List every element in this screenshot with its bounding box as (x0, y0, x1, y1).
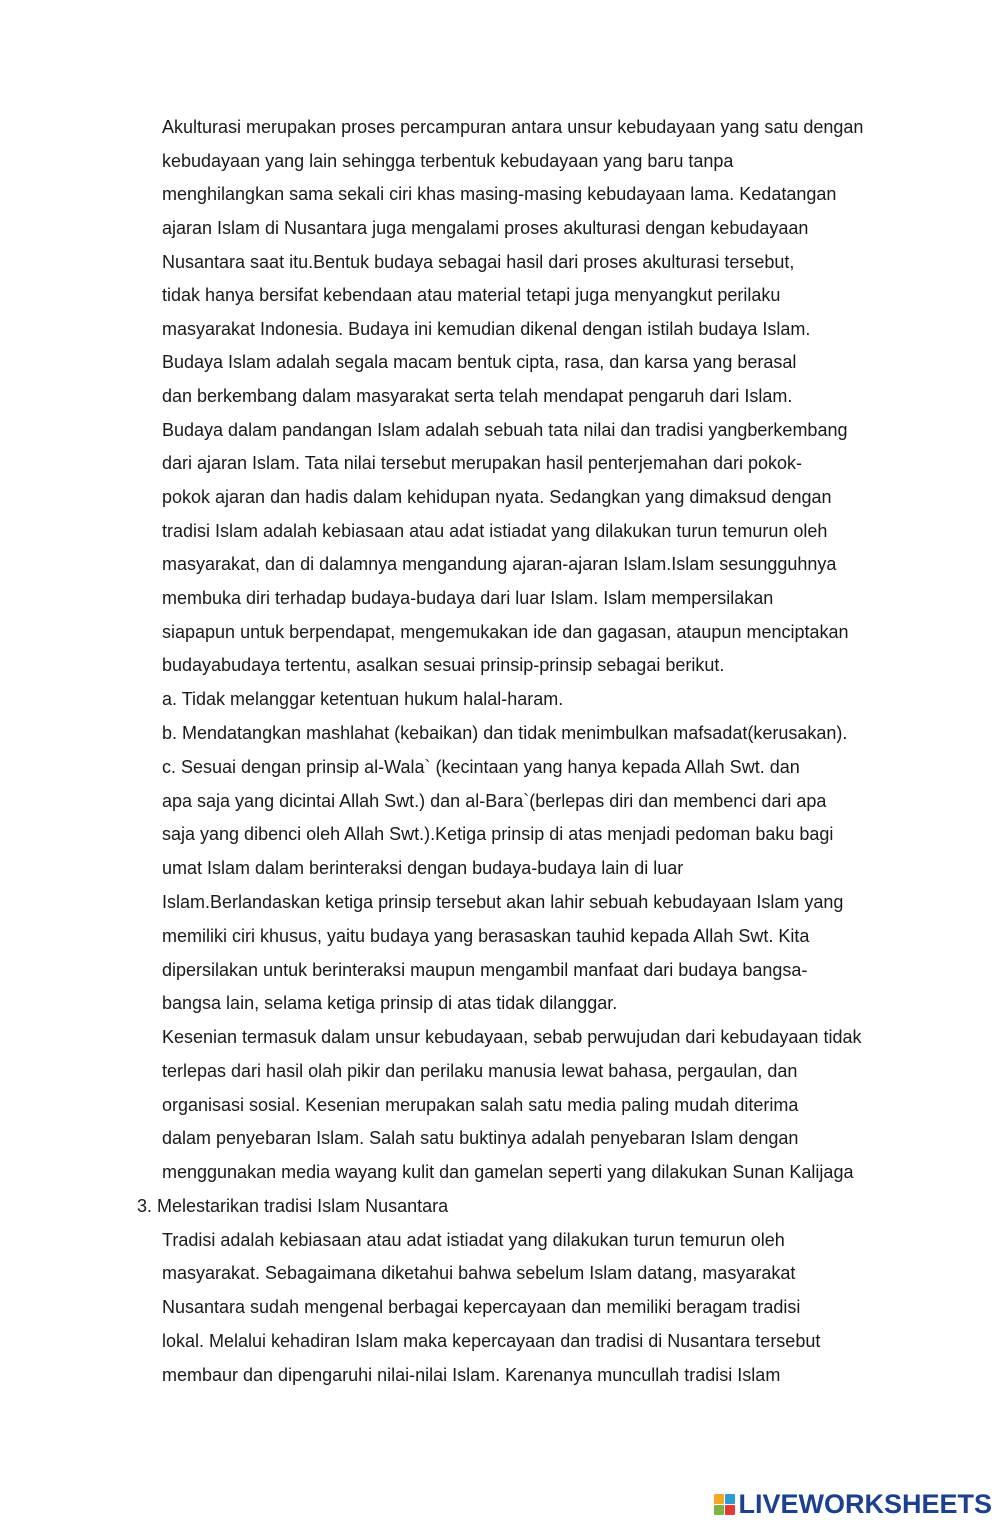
text-line: apa saja yang dicintai Allah Swt.) dan al-Bara`(berlepas diri dan membenci dari apa (162, 791, 827, 811)
text-line: pokok ajaran dan hadis dalam kehidupan nyata. Sedangkan yang dimaksud dengan (162, 487, 832, 507)
text-line: Budaya Islam adalah segala macam bentuk cipta, rasa, dan karsa yang berasal (162, 352, 797, 372)
text-line: menghilangkan sama sekali ciri khas masing-masing kebudayaan lama. Kedatangan (162, 184, 837, 204)
text-line: memiliki ciri khusus, yaitu budaya yang berasaskan tauhid kepada Allah Swt. Kita (162, 926, 810, 946)
text-line: masyarakat. Sebagaimana diketahui bahwa sebelum Islam datang, masyarakat (162, 1263, 796, 1283)
text-line: umat Islam dalam berinteraksi dengan budaya-budaya lain di luar (162, 858, 684, 878)
text-line: dalam penyebaran Islam. Salah satu buktinya adalah penyebaran Islam dengan (162, 1128, 799, 1148)
text-line: dan berkembang dalam masyarakat serta telah mendapat pengaruh dari Islam. (162, 386, 793, 406)
text-line: menggunakan media wayang kulit dan gamelan seperti yang dilakukan Sunan Kalijaga (162, 1162, 854, 1182)
logo-tiles-icon (714, 1494, 735, 1515)
text-line: budayabudaya tertentu, asalkan sesuai prinsip-prinsip sebagai berikut. (162, 655, 725, 675)
text-line: bangsa lain, selama ketiga prinsip di atas tidak dilanggar. (162, 993, 618, 1013)
text-line: saja yang dibenci oleh Allah Swt.).Ketiga prinsip di atas menjadi pedoman baku bagi (162, 824, 834, 844)
text-line: ajaran Islam di Nusantara juga mengalami proses akulturasi dengan kebudayaan (162, 218, 809, 238)
text-line: dipersilakan untuk berinteraksi maupun mengambil manfaat dari budaya bangsa- (162, 960, 808, 980)
text-line: tidak hanya bersifat kebendaan atau material tetapi juga menyangkut perilaku (162, 285, 781, 305)
text-line: membaur dan dipengaruhi nilai-nilai Islam. Karenanya muncullah tradisi Islam (162, 1365, 781, 1385)
logo-tile (714, 1505, 724, 1515)
text-line: Nusantara sudah mengenal berbagai kepercayaan dan memiliki beragam tradisi (162, 1297, 801, 1317)
text-line: siapapun untuk berpendapat, mengemukakan ide dan gagasan, ataupun menciptakan (162, 622, 849, 642)
logo-tile (714, 1494, 724, 1504)
text-line: masyarakat Indonesia. Budaya ini kemudian dikenal dengan istilah budaya Islam. (162, 319, 811, 339)
text-line: Islam.Berlandaskan ketiga prinsip tersebut akan lahir sebuah kebudayaan Islam yang (162, 892, 844, 912)
text-line: lokal. Melalui kehadiran Islam maka kepercayaan dan tradisi di Nusantara tersebut (162, 1331, 821, 1351)
logo-tile (725, 1505, 735, 1515)
list-item: c. Sesuai dengan prinsip al-Wala` (kecintaan yang hanya kepada Allah Swt. dan (162, 757, 800, 777)
text-line: Kesenian termasuk dalam unsur kebudayaan, sebab perwujudan dari kebudayaan tidak (162, 1027, 862, 1047)
text-line: organisasi sosial. Kesenian merupakan salah satu media paling mudah diterima (162, 1095, 799, 1115)
text-line: Tradisi adalah kebiasaan atau adat istiadat yang dilakukan turun temurun oleh (162, 1230, 785, 1250)
brand-name: LIVEWORKSHEETS (738, 1488, 992, 1519)
text-line: dari ajaran Islam. Tata nilai tersebut merupakan hasil penterjemahan dari pokok- (162, 453, 803, 473)
text-line: membuka diri terhadap budaya-budaya dari luar Islam. Islam mempersilakan (162, 588, 774, 608)
text-line: kebudayaan yang lain sehingga terbentuk kebudayaan yang baru tanpa (162, 151, 734, 171)
text-line: tradisi Islam adalah kebiasaan atau adat istiadat yang dilakukan turun temurun oleh (162, 521, 828, 541)
list-item: b. Mendatangkan mashlahat (kebaikan) dan tidak menimbulkan mafsadat(kerusakan). (162, 723, 848, 743)
logo-tile (725, 1494, 735, 1504)
text-line: Budaya dalam pandangan Islam adalah sebuah tata nilai dan tradisi yangberkembang (162, 420, 848, 440)
section-heading: 3. Melestarikan tradisi Islam Nusantara (137, 1196, 449, 1216)
text-line: Nusantara saat itu.Bentuk budaya sebagai hasil dari proses akulturasi tersebut, (162, 252, 795, 272)
text-line: Akulturasi merupakan proses percampuran antara unsur kebudayaan yang satu dengan (162, 117, 864, 137)
liveworksheets-logo[interactable] (714, 1488, 992, 1520)
text-line: terlepas dari hasil olah pikir dan perilaku manusia lewat bahasa, pergaulan, dan (162, 1061, 798, 1081)
text-line: masyarakat, dan di dalamnya mengandung ajaran-ajaran Islam.Islam sesungguhnya (162, 554, 837, 574)
list-item: a. Tidak melanggar ketentuan hukum halal-haram. (162, 689, 564, 709)
